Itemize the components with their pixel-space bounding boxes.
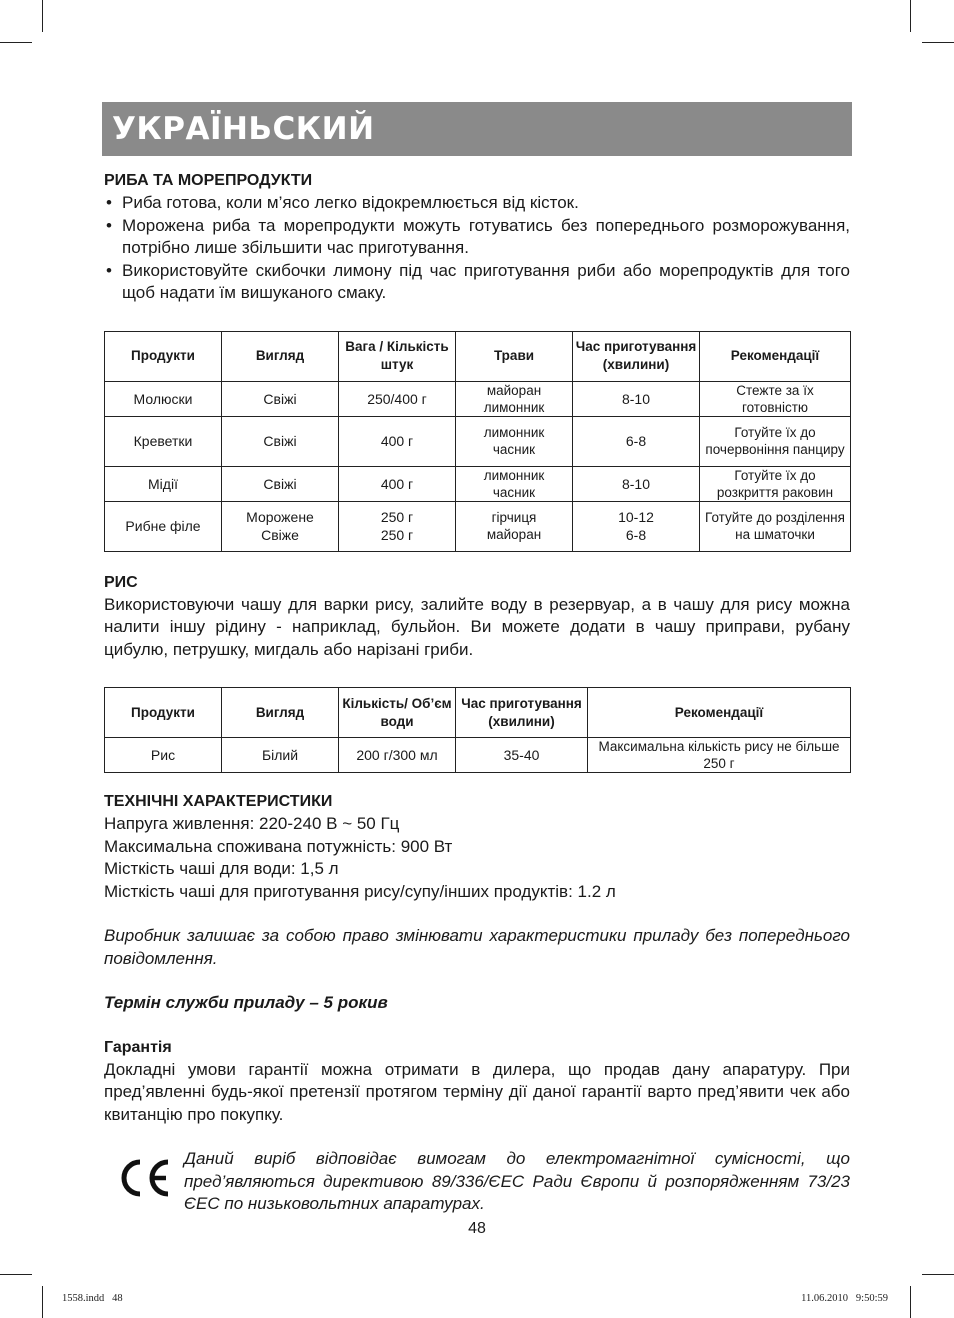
table-cell (573, 501, 700, 551)
table-cell (456, 381, 573, 416)
table-cell: 400 г (339, 416, 456, 466)
cell-line: лимонник (483, 467, 545, 483)
spec-line: Максимальна споживана потужність: 900 Вт (104, 836, 453, 856)
crop-mark (42, 0, 43, 32)
spec-line: Місткість чаші для приготування рису/супу/інших продуктів: 1.2 л (104, 881, 616, 901)
cell-line: 250 г (380, 527, 414, 543)
cell-line: часник (492, 484, 536, 500)
crop-mark (922, 42, 954, 43)
table-cell: Мідії (105, 466, 222, 501)
rice-paragraph: Використовуючи чашу для варки рису, залийте воду в резервуар, а в чашу для рису можна налити іншу рідину - наприклад, бульйон. Ви можете додати в чашу приправи, рубану цибулю, петрушку, мигдаль або нарізані гриби. (104, 594, 850, 659)
column-header: Рекомендації (700, 331, 851, 381)
table-cell (222, 501, 339, 551)
disclaimer: Виробник залишає за собою право змінювати характеристики приладу без попереднього повідомлення. (104, 926, 850, 968)
cell-line: 6-8 (625, 527, 647, 543)
spec-line: Напруга живлення: 220-240 В ~ 50 Гц (104, 814, 400, 833)
rice-table (104, 687, 851, 773)
fish-tips-list (104, 192, 850, 305)
table-cell: Стежте за їх готовністю (700, 381, 851, 416)
cell-line: 10-12 (618, 509, 654, 525)
column-header: Вага / Кількість штук (339, 331, 456, 381)
column-header: Продукти (105, 688, 222, 738)
page-content (104, 170, 850, 1218)
list-item: • Морожена риба та морепродукти можуть готуватись без попереднього розморожування, потрібно лише збільшити час приготування. (104, 215, 850, 260)
slug-right: 11.06.2010 9:50:59 (801, 1293, 888, 1304)
crop-mark (910, 1286, 911, 1318)
cell-line: майоран (486, 382, 542, 398)
table-cell (456, 501, 573, 551)
ce-text: Даний виріб відповідає вимогам до електромагнітної сумісності, що пред’являються директивою 89/336/ЄЕС Ради Європи й розпорядженням 73/23 ЄЕС по низьковольтних апаратурах. (184, 1149, 850, 1213)
table-row (105, 466, 851, 501)
specs-heading: ТЕХНІЧНІ ХАРАКТЕРИСТИКИ (104, 793, 333, 810)
table-cell: 6-8 (573, 416, 700, 466)
table-cell: Креветки (105, 416, 222, 466)
crop-mark (42, 1286, 43, 1318)
table-cell: 8-10 (573, 381, 700, 416)
warranty-heading: Гарантія (104, 1038, 172, 1056)
rice-heading: РИС (104, 573, 138, 591)
table-header-row (105, 688, 851, 738)
table-cell: Рибне філе (105, 501, 222, 551)
cell-line: 250 г (380, 509, 414, 525)
page-number: 48 (468, 1220, 486, 1237)
crop-mark (0, 1274, 32, 1275)
table-cell: 200 г/300 мл (339, 738, 456, 773)
language-banner: УКРАЇНЬСКИЙ (102, 102, 852, 156)
ce-mark-icon (118, 1158, 172, 1198)
table-cell: Готуйте до розділення на шматочки (700, 501, 851, 551)
list-item: • Використовуйте скибочки лимону під час приготування риби або морепродуктів для того щоб надати їм вишуканого смаку. (104, 260, 850, 305)
table-cell: Свіжі (222, 466, 339, 501)
cell-line: лимонник (483, 425, 545, 440)
cell-line: гірчиця (491, 510, 537, 525)
table-row (105, 738, 851, 773)
cell-line: Свіже (261, 527, 299, 543)
column-header: Кількість/ Об’єм води (339, 688, 456, 738)
cell-line: часник (492, 442, 536, 457)
table-row (105, 381, 851, 416)
table-cell: Готуйте їх до розкриття раковин (700, 466, 851, 501)
column-header: Вигляд (222, 688, 339, 738)
table-header-row (105, 331, 851, 381)
table-cell: Рис (105, 738, 222, 773)
table-cell: Максимальна кількість рису не більше 250 г (588, 738, 851, 773)
table-cell: Свіжі (222, 381, 339, 416)
table-cell: Готуйте їх до почервоніння панциру (700, 416, 851, 466)
fish-table (104, 331, 851, 552)
table-row (105, 416, 851, 466)
column-header: Час приготування (хвилини) (456, 688, 588, 738)
slug-left: 1558.indd 48 (62, 1293, 123, 1304)
list-item: • Риба готова, коли м’ясо легко відокремлюється від кісток. (104, 192, 850, 215)
column-header: Час приготування (хвилини) (573, 331, 700, 381)
table-row (105, 501, 851, 551)
cell-line: Морожене (246, 509, 314, 525)
table-cell: 8-10 (573, 466, 700, 501)
warranty-paragraph: Докладні умови гарантії можна отримати в дилера, що продав дану апаратуру. При пред’явленні будь-якої претензії протягом терміну дії даної гарантії варто пред’явити чек або квитанцію про покупку. (104, 1059, 850, 1124)
service-life: Термін служби приладу – 5 рокив (104, 993, 388, 1012)
crop-mark (0, 42, 32, 43)
crop-mark (922, 1274, 954, 1275)
table-cell: 35-40 (456, 738, 588, 773)
table-cell (456, 416, 573, 466)
fish-heading: РИБА ТА МОРЕПРОДУКТИ (104, 172, 313, 189)
column-header: Вигляд (222, 331, 339, 381)
table-cell: Молюски (105, 381, 222, 416)
table-cell: Білий (222, 738, 339, 773)
table-cell (456, 466, 573, 501)
spec-line: Місткість чаші для води: 1,5 л (104, 859, 339, 878)
ce-compliance (104, 1148, 850, 1218)
column-header: Трави (456, 331, 573, 381)
crop-mark (910, 0, 911, 32)
table-cell (339, 501, 456, 551)
table-cell: Свіжі (222, 416, 339, 466)
column-header: Рекомендації (588, 688, 851, 738)
column-header: Продукти (105, 331, 222, 381)
cell-line: майоран (486, 527, 542, 542)
cell-line: лимонник (483, 399, 545, 415)
table-cell: 250/400 г (339, 381, 456, 416)
table-cell: 400 г (339, 466, 456, 501)
